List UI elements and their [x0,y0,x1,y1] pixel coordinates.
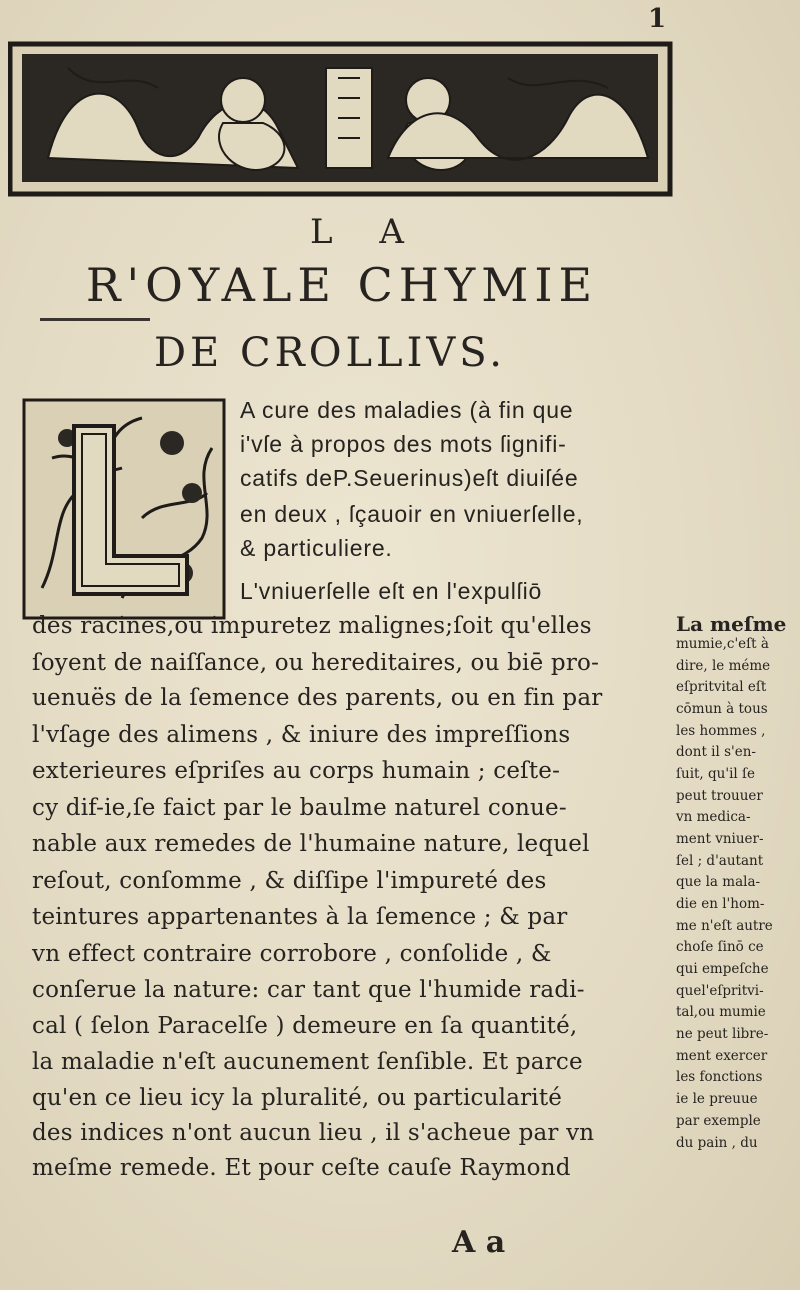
title-main: R'OYALE CHYMIE [85,258,599,312]
margin-note-line: par exemple [676,1113,761,1129]
body-line: l'vſage des alimens , & iniure des impreſſions [32,722,571,748]
margin-note-line: vn medica- [676,809,751,825]
intro-line: L'vniuerſelle eſt en l'expulſiō [240,578,543,604]
margin-note-line: dire, le méme [676,658,771,674]
body-line: meſme remede. Et pour ceſte cauſe Raymond [32,1155,571,1181]
body-line: la maladie n'eſt aucunement ſenſible. Et parce [32,1049,583,1075]
body-line: ſoyent de naiſſance, ou hereditaires, ou biē pro- [32,650,600,676]
margin-note-line: cōmun à tous [676,701,768,717]
title-article: L A [310,212,422,252]
intro-line: catifs deP.Seuerinus)eſt diuiſée [240,465,579,491]
intro-line: en deux , ſçauoir en vniuerſelle, [240,501,584,527]
body-line: cy dif-ie,ſe faict par le baulme naturel conue- [32,795,567,821]
putti-banner-icon [8,38,680,200]
body-line: exterieures eſpriſes au corps humain ; ceſte- [32,758,561,784]
margin-note-line: tal,ou mumie [676,1004,766,1020]
margin-note-line: ſel ; d'autant [676,853,764,869]
margin-note-line: du pain , du [676,1135,758,1151]
floral-initial-L-icon [22,398,227,620]
body-line: vn effect contraire corrobore , conſolide , & [32,941,552,967]
body-line: des indices n'ont aucun lieu , il s'acheue par vn [32,1120,595,1146]
margin-note-line: dont il s'en- [676,744,756,760]
margin-note-line: ſuit, qu'il ſe [676,766,755,782]
margin-note-line: quel'eſpritvi- [676,983,764,999]
margin-note-line: La meſme [676,612,787,636]
margin-note-line: die en l'hom- [676,896,765,912]
body-line: nable aux remedes de l'humaine nature, lequel [32,831,590,857]
body-line: teintures appartenantes à la ſemence ; & par [32,904,568,930]
intro-line: i'vſe à propos des mots ſignifi- [240,431,567,457]
signature-mark: A a [452,1225,506,1260]
margin-note-line: ne peut libre- [676,1026,769,1042]
margin-note-line: choſe ſinō ce [676,939,764,955]
margin-note-line: mumie,c'eſt à [676,636,769,652]
margin-note-line: me n'eſt autre [676,918,773,934]
margin-note-line: ment vniuer- [676,831,764,847]
body-line: uenuës de la ſemence des parents, ou en fin par [32,685,603,711]
body-line: reſout, conſomme , & diſſipe l'impureté des [32,868,547,894]
body-line: cal ( ſelon Paracelſe ) demeure en ſa quantité, [32,1013,578,1039]
body-line: qu'en ce lieu icy la pluralité, ou particularité [32,1085,563,1111]
intro-line: & particuliere. [240,535,393,561]
page-number: 1 [648,4,667,34]
body-line: des racines,ou impuretez malignes;ſoit qu'elles [32,613,592,639]
margin-note-line: ie le preuue [676,1091,758,1107]
margin-note-line: que la mala- [676,874,761,890]
margin-note-line: eſpritvital eſt [676,679,767,695]
margin-note-line: les hommes , [676,723,766,739]
margin-note-line: qui empeſche [676,961,769,977]
title-rule [40,318,150,321]
margin-note-line: peut trouuer [676,788,763,804]
intro-line: A cure des maladies (à fin que [240,397,574,423]
body-line: conſerue la nature: car tant que l'humide radi- [32,977,585,1003]
margin-note-line: les fonctions [676,1069,763,1085]
margin-note-line: ment exercer [676,1048,768,1064]
title-subtitle: DE CROLLIVS. [153,330,506,376]
